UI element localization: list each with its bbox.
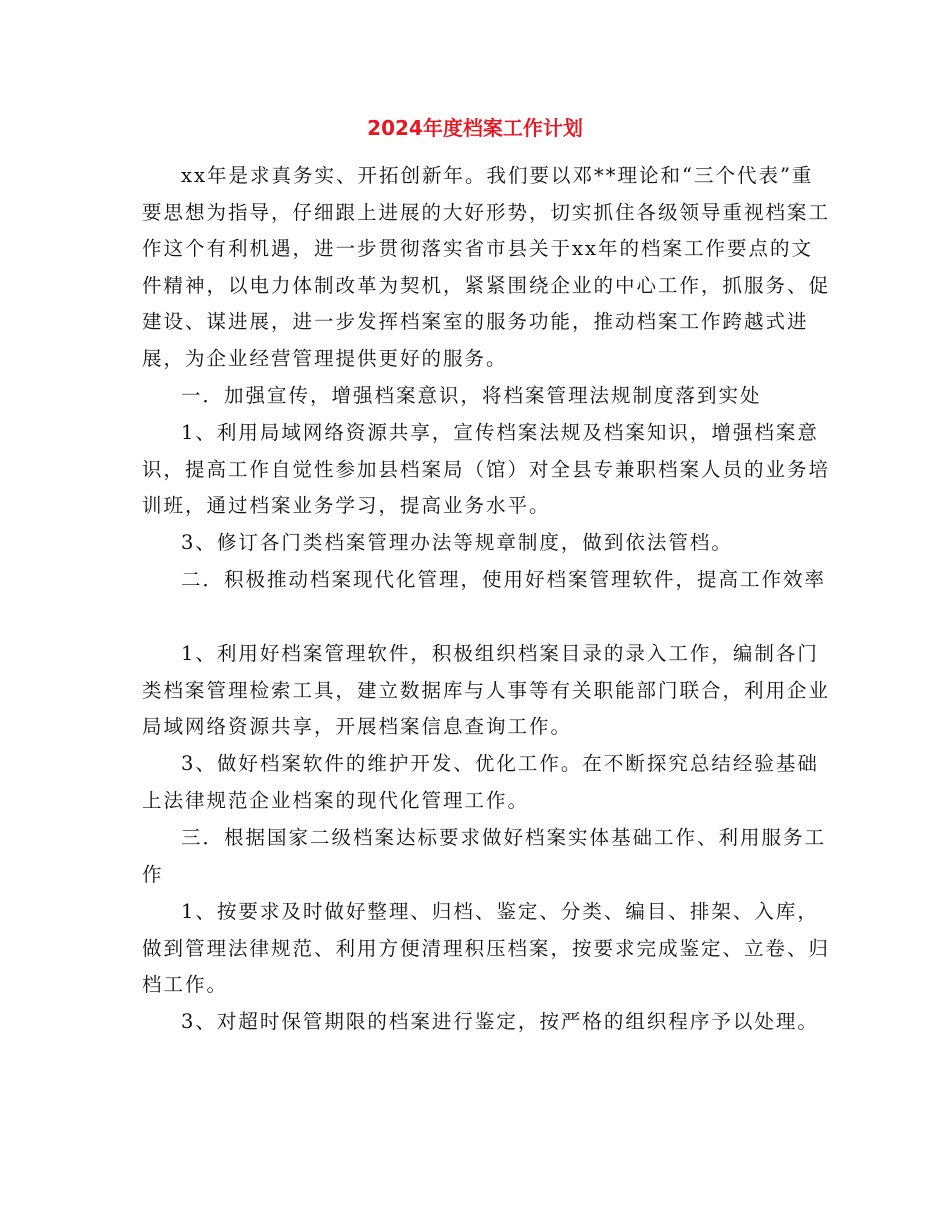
paragraph-item: 3、做好档案软件的维护开发、优化工作。在不断探究总结经验基础上法律规范企业档案的现代化管理工作。 (142, 752, 819, 812)
intro-paragraph: xx年是求真务实、开拓创新年。我们要以邓**理论和“三个代表”重要思想为指导，仔细跟上进展的大好形势，切实抓住各级领导重视档案工作这个有利机遇，进一步贯彻落实省市县关于xx年的档案工作要点的文件精神，以电力体制改革为契机，紧紧围绕企业的中心工作，抓服务、促建设、谋进展，进一步发挥档案室的服务功能，推动档案工作跨越式进展，为企业经营管理提供更好的服务。 (142, 164, 831, 370)
paragraph-item: 1、按要求及时做好整理、归档、鉴定、分类、编目、排架、入库，做到管理法律规范、利用方便清理积压档案，按要求完成鉴定、立卷、归档工作。 (142, 900, 831, 997)
section-heading-1: 一．加强宣传，增强档案意识，将档案管理法规制度落到实处 (181, 384, 762, 407)
section-heading-2: 二．积极推动档案现代化管理，使用好档案管理软件，提高工作效率 (181, 568, 827, 591)
paragraph-item: 3、对超时保管期限的档案进行鉴定，按严格的组织程序予以处理。 (181, 1010, 819, 1033)
document-title: 2024年度档案工作计划 (367, 116, 583, 140)
paragraph-item: 1、利用好档案管理软件，积极组织档案目录的录入工作，编制各门类档案管理检索工具，建立数据库与人事等有关职能部门联合，利用企业局域网络资源共享，开展档案信息查询工作。 (142, 642, 831, 739)
section-heading-3: 三．根据国家二级档案达标要求做好档案实体基础工作、利用服务工作 (142, 826, 827, 886)
paragraph-item: 3、修订各门类档案管理办法等规章制度，做到依法管档。 (181, 531, 733, 554)
paragraph-item: 1、利用局域网络资源共享，宣传档案法规及档案知识，增强档案意识，提高工作自觉性参加县档案局（馆）对全县专兼职档案人员的业务培训班，通过档案业务学习，提高业务水平。 (142, 421, 831, 518)
